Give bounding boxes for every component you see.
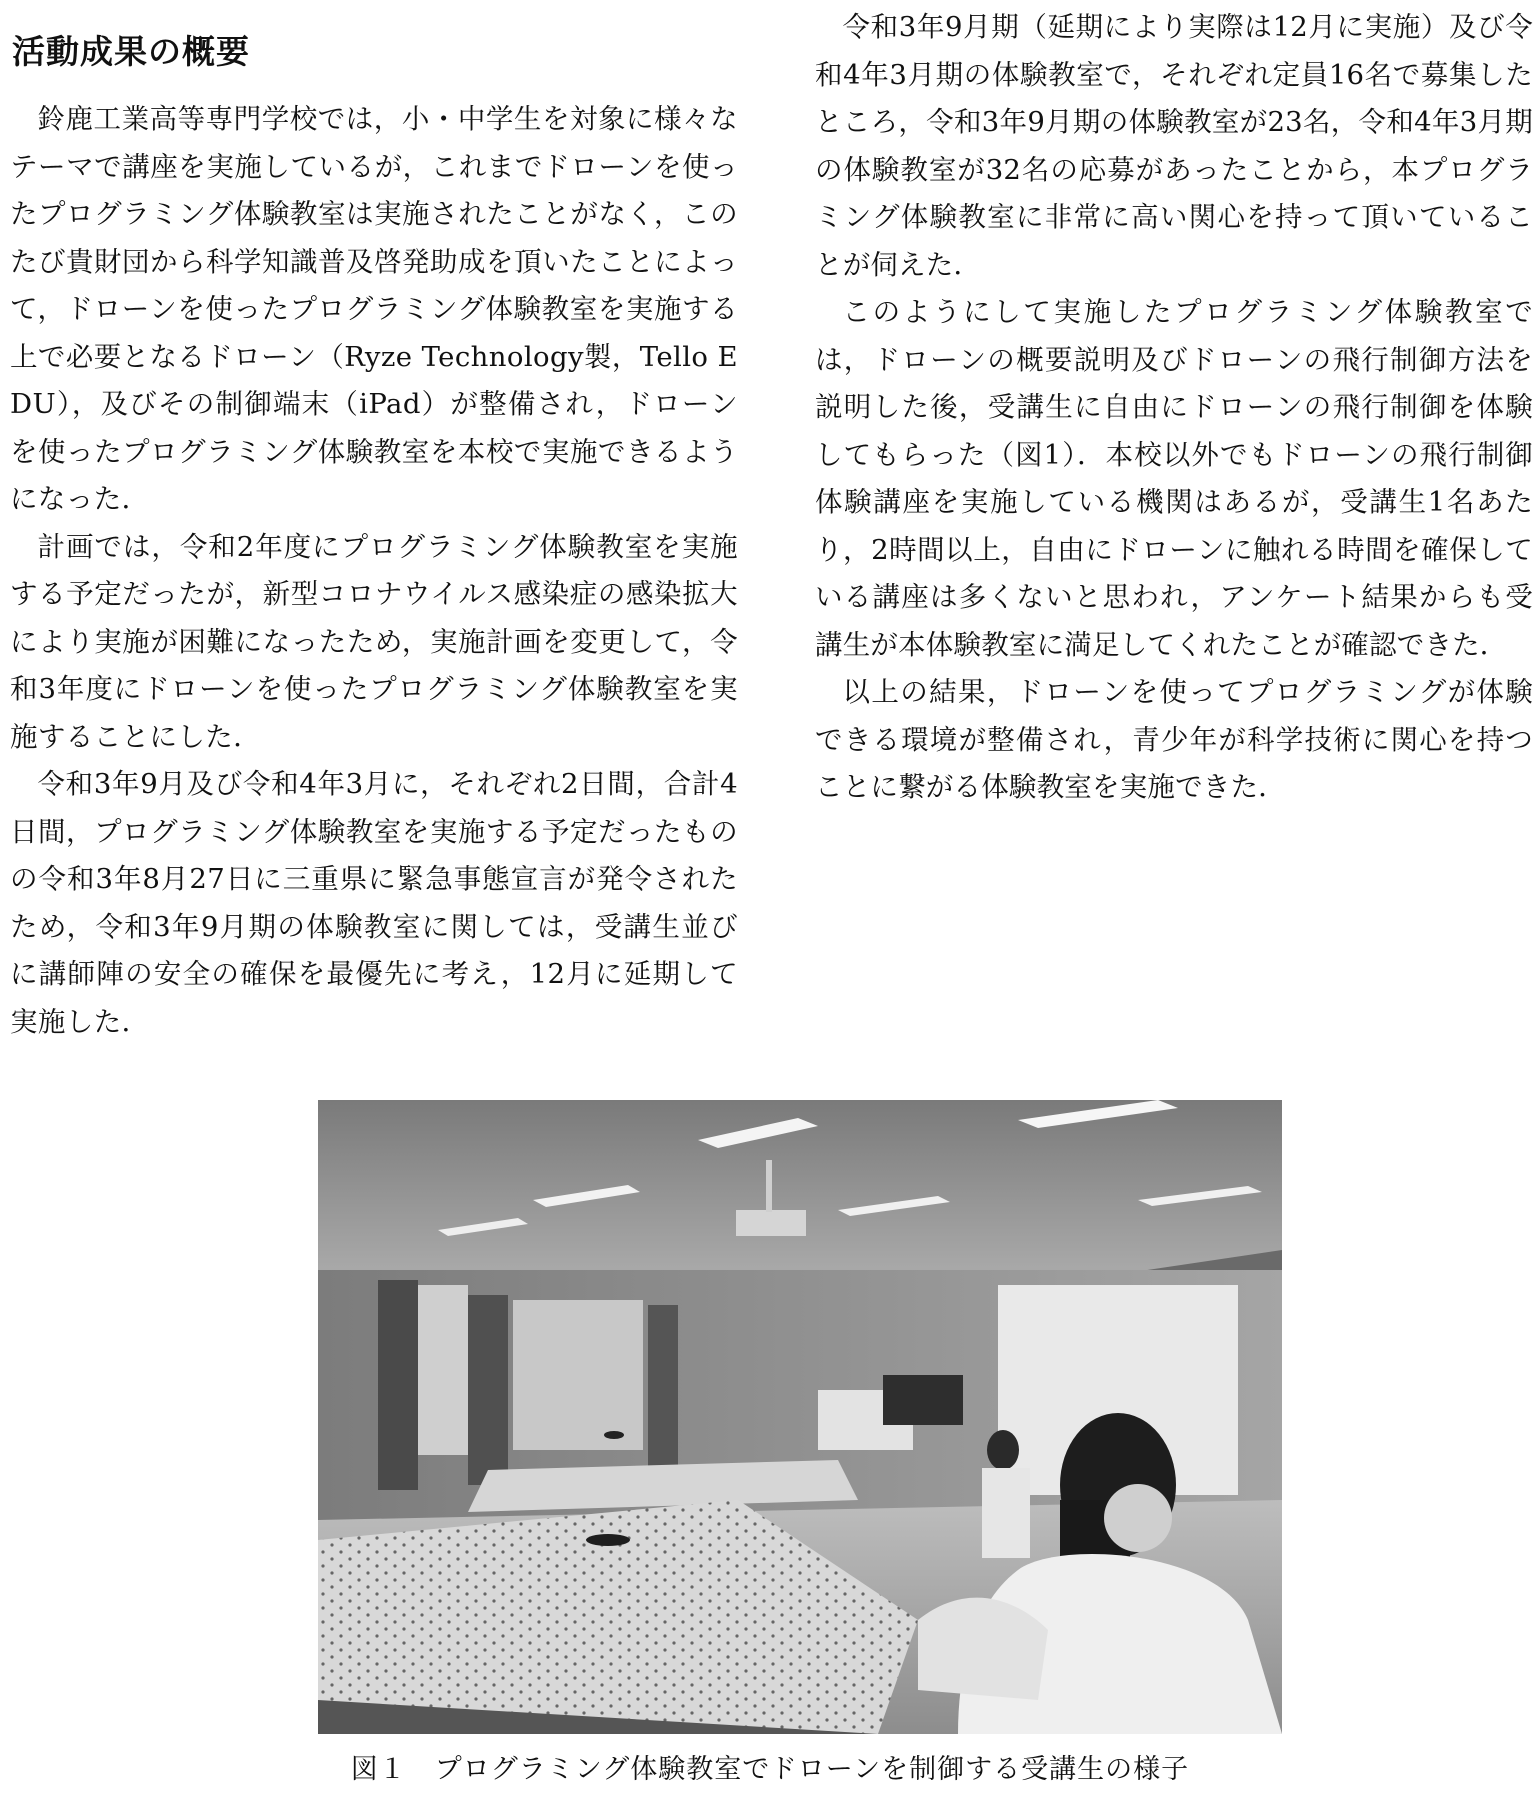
paragraph: 計画では，令和2年度にプログラミング体験教室を実施する予定だったが，新型コロナウイルス感染症の感染拡大により実施が困難になったため，実施計画を変更して，令和3年度にドローンを使ったプログラミング体験教室を実施することにした． bbox=[10, 530, 738, 753]
paragraph: 令和3年9月期（延期により実際は12月に実施）及び令和4年3月期の体験教室で，それぞれ定員16名で募集したところ，令和3年9月期の体験教室が23名，令和4年3月期の体験教室が32名の応募があったことから，本プログラミング体験教室に非常に高い関心を持って頂いていることが伺えた． bbox=[815, 11, 1533, 281]
classroom-drone-photo bbox=[318, 1100, 1282, 1734]
paragraph: 令和3年9月及び令和4年3月に，それぞれ2日間，合計4日間，プログラミング体験教室を実施する予定だったものの令和3年8月27日に三重県に緊急事態宣言が発令されたため，令和3年9月期の体験教室に関しては，受講生並びに講師陣の安全の確保を最優先に考え，12月に延期して実施した． bbox=[10, 768, 738, 1038]
figure-caption: 図１ プログラミング体験教室でドローンを制御する受講生の様子 bbox=[350, 1754, 1190, 1785]
left-column bbox=[10, 96, 738, 1046]
section-heading: 活動成果の概要 bbox=[12, 32, 250, 71]
right-column bbox=[815, 4, 1533, 812]
paragraph: 以上の結果，ドローンを使ってプログラミングが体験できる環境が整備され，青少年が科学技術に関心を持つことに繋がる体験教室を実施できた． bbox=[815, 676, 1533, 803]
paragraph: このようにして実施したプログラミング体験教室では，ドローンの概要説明及びドローンの飛行制御方法を説明した後，受講生に自由にドローンの飛行制御を体験してもらった（図1）．本校以外でもドローンの飛行制御体験講座を実施している機関はあるが，受講生1名あたり，2時間以上，自由にドローンに触れる時間を確保している講座は多くないと思われ，アンケート結果からも受講生が本体験教室に満足してくれたことが確認できた． bbox=[815, 296, 1533, 661]
paragraph: 鈴鹿工業高等専門学校では，小・中学生を対象に様々なテーマで講座を実施しているが，これまでドローンを使ったプログラミング体験教室は実施されたことがなく，このたび貴財団から科学知識普及啓発助成を頂いたことによって，ドローンを使ったプログラミング体験教室を実施する上で必要となるドローン（Ryze Technology製，Tello EDU），及びその制御端末（iPad）が整備され，ドローンを使ったプログラミング体験教室を本校で実施できるようになった． bbox=[10, 103, 738, 515]
